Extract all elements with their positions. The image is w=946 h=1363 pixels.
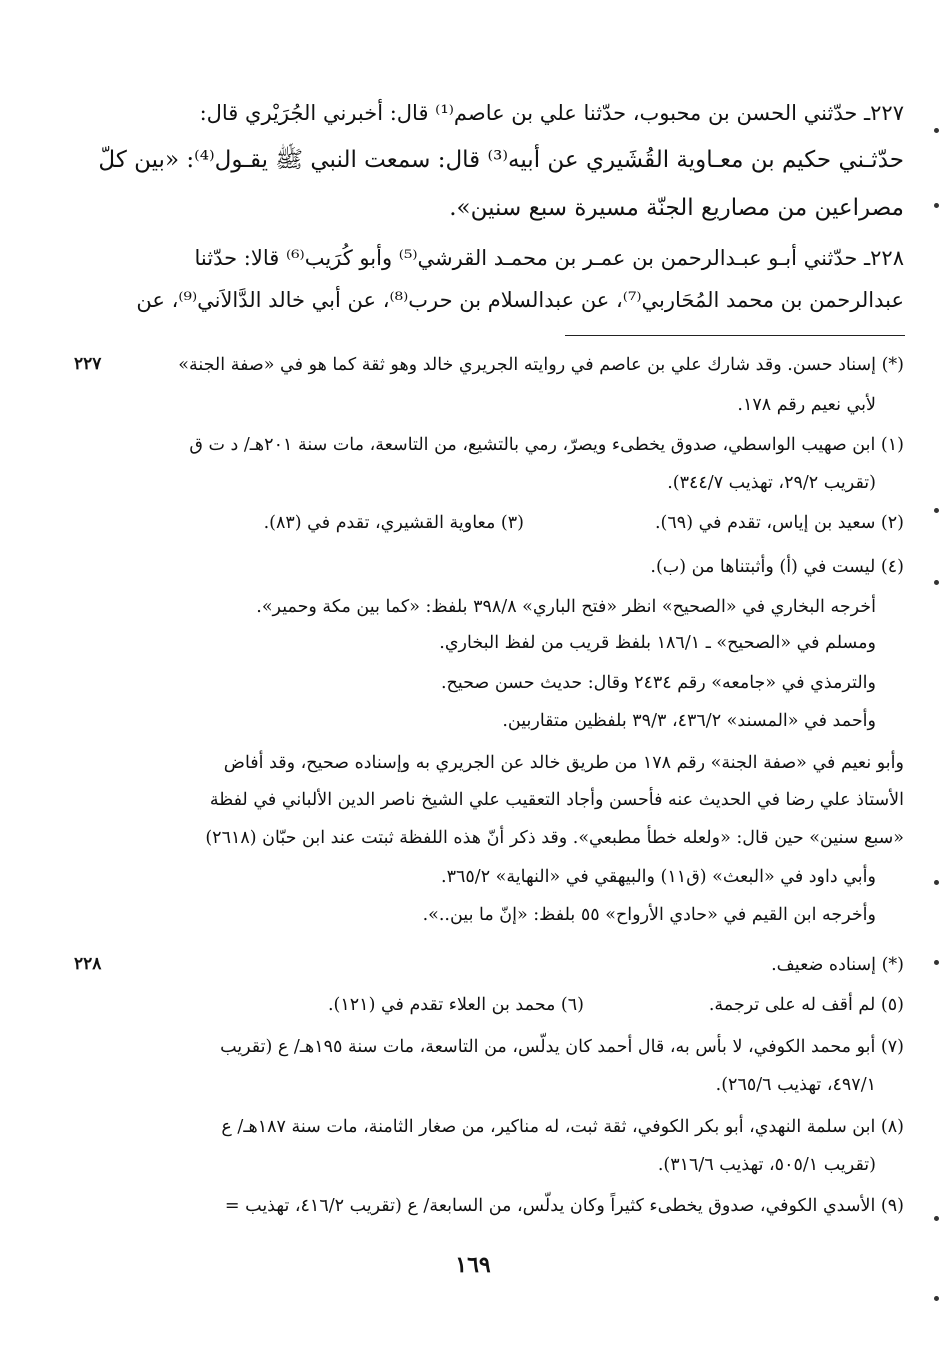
main-text-line-5: عبدالرحمن بن محمد المُحَاربي⁽⁷⁾، عن عبدالسلام بن حرب⁽⁸⁾، عن أبي خالد الدَّالاَني⁽⁹⁾، عن (136, 288, 904, 312)
footnote-2: (٢) سعيد بن إياس، تقدم في (٦٩). (654, 513, 904, 533)
takhrij-line-6: الأستاذ علي رضا في الحديث عنه فأحسن وأجاد التعقيب علي الشيخ ناصر الدين الألباني في لفظة (209, 790, 904, 810)
footnote-227-star-line-2: لأبي نعيم رقم ١٧٨. (737, 395, 876, 415)
footnote-1-line-1: (١) ابن صهيب الواسطي، صدوق يخطىء ويصرّ، رمي بالتشيع، من التاسعة، مات سنة ٢٠١هـ/ د ت ق (189, 435, 904, 455)
footnotes-5-6-row (134, 992, 904, 1022)
scan-dot (934, 128, 939, 133)
hadith-number-227: ٢٢٧ (74, 354, 102, 374)
footnote-227-star-line-1: (*) إسناد حسن. وقد شارك علي بن عاصم في روايته الجريري خالد وهو ثقة كما هو في «صفة الجنة» (178, 355, 904, 375)
takhrij-line-2: ومسلم في «الصحيح» ـ ١٨٦/١ بلفظ قريب من لفظ البخاري. (439, 633, 876, 653)
scan-dot (934, 1296, 939, 1301)
footnote-1-line-2: (تقريب ٢٩/٢، تهذيب ٣٤٤/٧). (667, 473, 876, 493)
page-number: ١٦٩ (455, 1252, 491, 1278)
scan-dot (934, 960, 939, 965)
footnote-5: (٥) لم أقف له على ترجمة. (708, 995, 904, 1015)
scan-dot (934, 880, 939, 885)
takhrij-line-7: «سبع سنين» حين قال: «ولعله خطأ مطبعي». وقد ذكر أنّ هذه اللفظة ثبتت عند ابن حبّان (٢٦١٨) (205, 828, 904, 848)
takhrij-line-3: والترمذي في «جامعه» رقم ٢٤٣٤ وقال: حديث حسن صحيح. (440, 673, 876, 693)
scan-dot (934, 1216, 939, 1221)
footnote-4: (٤) ليست في (أ) وأثبتناها من (ب). (650, 557, 904, 577)
footnote-8-line-1: (٨) ابن سلمة النهدي، أبو بكر الكوفي، ثقة ثبت، له مناكير، من صغار الثامنة، مات سنة ١٨٧هـ/ ع (221, 1117, 904, 1137)
takhrij-line-4: وأحمد في «المسند» ٤٣٦/٢، ٣٩/٣ بلفظين متقاربين. (502, 711, 876, 731)
takhrij-line-8: وأبي داود في «البعث» (ق١١) والبيهقي في «النهاية» ٣٦٥/٢. (441, 867, 876, 887)
footnote-228-star-line: (*) إسناده ضعيف. (771, 955, 904, 975)
main-text-line-2: حدّثـني حكيم بن معـاوية القُشَيري عن أبيه⁽³⁾ قال: سمعت النبي ﷺ يقـول⁽⁴⁾: «بين كلّ (98, 147, 904, 173)
footnote-3: (٣) معاوية القشيري، تقدم في (٨٣). (263, 513, 524, 533)
footnotes-2-3-row (134, 510, 904, 540)
takhrij-line-1: أخرجه البخاري في «الصحيح» انظر «فتح الباري» ٣٩٨/٨ بلفظ: «كما بين مكة وحمير». (256, 597, 876, 617)
main-text-line-3: مصراعين من مصاريع الجنّة مسيرة سبع سنين». (449, 195, 904, 221)
takhrij-line-9: وأخرجه ابن القيم في «حادي الأرواح» ٥٥ بلفظ: «إنّ ما بين..». (422, 905, 876, 925)
scan-dot (934, 203, 939, 208)
footnote-separator (565, 335, 905, 336)
hadith-number-228: ٢٢٨ (74, 954, 102, 974)
scan-dot (934, 508, 939, 513)
takhrij-line-5: وأبو نعيم في «صفة الجنة» رقم ١٧٨ من طريق خالد عن الجريري به وإسناده صحيح، وقد أفاض (223, 753, 904, 773)
footnote-7-line-1: (٧) أبو محمد الكوفي، لا بأس به، قال أحمد كان يدلّس، من التاسعة، مات سنة ١٩٥هـ/ ع (تقريب (220, 1037, 904, 1057)
main-text-line-4: ٢٢٨ـ حدّثني أبـو عبـدالرحمن بن عمـر بن محمـد القرشي⁽⁵⁾ وأبو كُرَيب⁽⁶⁾ قالا: حدّثنا (194, 246, 904, 270)
footnote-7-line-2: ٤٩٧/١، تهذيب ٢٦٥/٦). (715, 1075, 876, 1095)
footnote-9-line-1: (٩) الأسدي الكوفي، صدوق يخطىء كثيراً وكان يدلّس، من السابعة/ ع (تقريب ٤١٦/٢، تهذيب = (224, 1196, 904, 1216)
main-text-line-1: ٢٢٧ـ حدّثني الحسن بن محبوب، حدّثنا علي بن عاصم⁽¹⁾ قال: أخبرني الجُرَيْري قال: (199, 101, 904, 125)
footnote-6: (٦) محمد بن العلاء تقدم في (١٢١). (327, 995, 584, 1015)
footnote-8-line-2: (تقريب ٥٠٥/١، تهذيب ٣١٦/٦). (657, 1155, 876, 1175)
scan-dot (934, 580, 939, 585)
